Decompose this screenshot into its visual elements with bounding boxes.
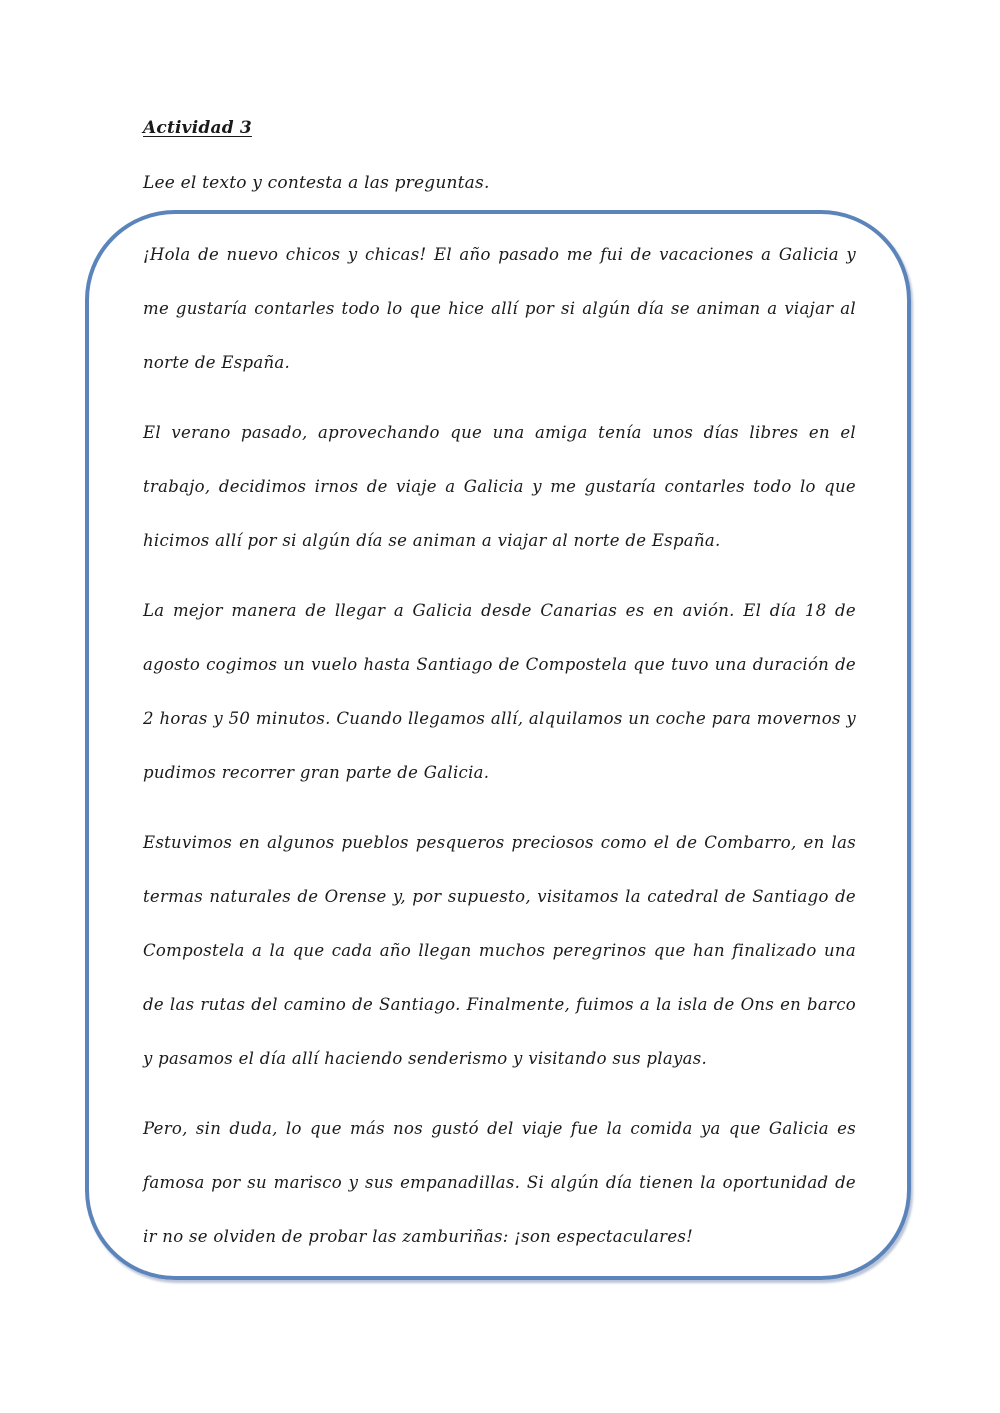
activity-title: Actividad 3 [143,118,252,138]
paragraph-travel: La mejor manera de llegar a Galicia desde Canarias es en avión. El día 18 de agosto cogimos un vuelo hasta Santiago de Compostela que tuvo una duración de 2 horas y 50 minutos. Cuando llegamos allí, alquilamos un coche para movernos y pudimos recorrer gran parte de Galicia. [143,601,856,782]
reading-passage [143,228,856,1280]
paragraph-food: Pero, sin duda, lo que más nos gustó del viaje fue la comida ya que Galicia es famosa por su marisco y sus empanadillas. Si algún día tienen la oportunidad de ir no se olviden de probar las zamburiñas: ¡son espectaculares! [143,1119,856,1246]
paragraph-places: Estuvimos en algunos pueblos pesqueros preciosos como el de Combarro, en las termas naturales de Orense y, por supuesto, visitamos la catedral de Santiago de Compostela a la que cada año llegan muchos peregrinos que han finalizado una de las rutas del camino de Santiago. Finalmente, fuimos a la isla de Ons en barco y pasamos el día allí haciendo senderismo y visitando sus playas. [143,833,856,1068]
paragraph-greeting: ¡Hola de nuevo chicos y chicas! El año pasado me fui de vacaciones a Galicia y me gustaría contarles todo lo que hice allí por si algún día se animan a viajar al norte de España. [143,245,856,372]
paragraph-summer-trip: El verano pasado, aprovechando que una amiga tenía unos días libres en el trabajo, decidimos irnos de viaje a Galicia y me gustaría contarles todo lo que hicimos allí por si algún día se animan a viajar al norte de España. [143,423,856,550]
instruction-text: Lee el texto y contesta a las preguntas. [143,173,490,193]
